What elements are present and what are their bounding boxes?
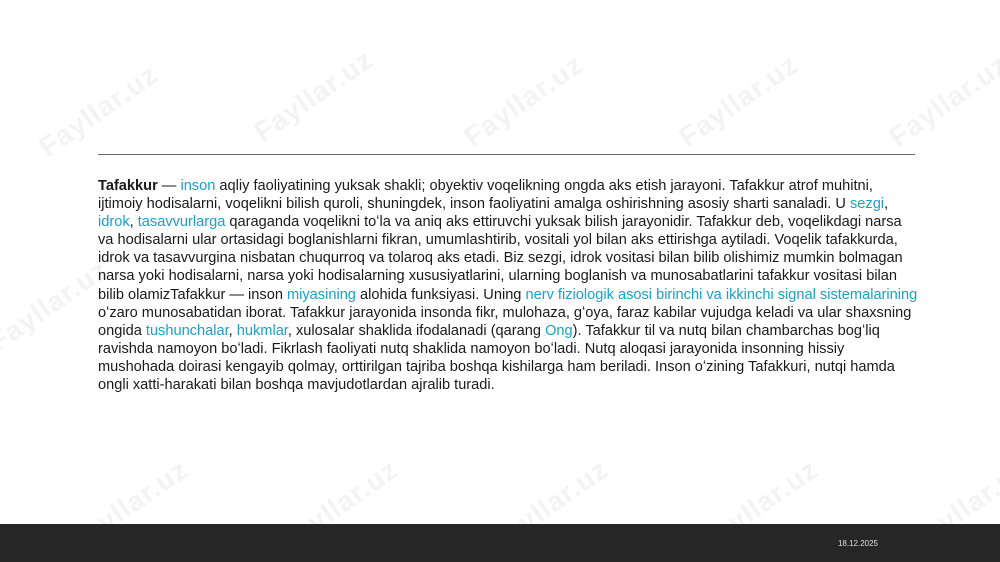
slide-date: 18.12.2025: [837, 539, 878, 548]
link-hukmlar[interactable]: hukmlar: [236, 322, 288, 339]
text-run: alohida funksiyasi. Uning: [355, 286, 526, 303]
link-idrok[interactable]: idrok: [98, 214, 130, 231]
watermark: [33, 58, 164, 163]
text-run: ,: [129, 214, 138, 231]
title-divider: [98, 154, 915, 155]
link-inson[interactable]: inson: [180, 178, 216, 194]
link-miyasining[interactable]: miyasining: [286, 286, 356, 303]
link-tushunchalar[interactable]: tushunchalar: [145, 322, 229, 339]
link-ong[interactable]: Ong: [545, 322, 573, 339]
footer-bar: [0, 524, 1000, 562]
text-run: aqliy faoliyatining yuksak shakli; obyektiv voqelikning ongda aks etish jarayoni. Tafakkur atrof muhitni, ijtimoiy hodisalarni, voqelikni bilish quroli, shuningdek, inson faoliyatini amalga oshirishning asosiy sharti sanaladi. U: [98, 178, 873, 213]
body-text: [98, 177, 920, 394]
watermark: [883, 48, 1000, 153]
text-run: , xulosalar shaklida ifodalanadi (qarang: [287, 322, 546, 339]
paragraph: [98, 177, 920, 394]
watermark: [673, 48, 804, 153]
text-run: ,: [884, 196, 889, 213]
text-run: —: [157, 178, 181, 194]
term-title: Tafakkur: [98, 178, 158, 194]
text-run: ). Tafakkur til va nutq bilan chambarchas bogʻliq ravishda namoyon boʻladi. Fikrlash faoliyati nutq shaklida namoyon boʻladi. Nutq aloqasi jarayonida insonning hissiy mushohada doirasi kengayib qolmay, orttirilgan tajriba boshqa kishilarga ham beriladi. Inson oʻzining Tafakkuri, nutqi hamda ongli xatti-harakati bilan boshqa mavjudotlardan ajralib turadi.: [98, 322, 895, 394]
watermark: [458, 48, 589, 153]
link-tasavvurlarga[interactable]: tasavvurlarga: [137, 214, 226, 231]
text-run: oʻzaro munosabatidan iborat. Tafakkur jarayonida insonda fikr, mulohaza, gʻoya, faraz kabilar vujudga keladi va ular shaxsning ongida: [98, 304, 912, 339]
text-run: ,: [228, 322, 237, 339]
link-nerv-fiziologik[interactable]: nerv fiziologik asosi birinchi va ikkinchi signal sistemalarining: [525, 286, 918, 303]
watermark: [248, 43, 379, 148]
text-run: qaraganda voqelikni toʻla va aniq aks ettiruvchi yuksak bilish jarayonidir. Tafakkur deb, voqelikdagi narsa va hodisalarni ular ortasidagi boglanishlarni fikran, umumlashtirib, vositali yol bilan aks ettirishga aytiladi. Voqelik tafakkurda, idrok va tasavvurgina nisbatan chuqurroq va tolaroq aks etadi. Biz sezgi, idrok vositasi bilan bilib olishimiz mumkin bolmagan narsa yoki hodisalarni, narsa yoki hodisalarning xususiyatlarini, ularning boglanish va munosabatlarini tafakkur vositasi bilan bilib olamizTafakkur — inson: [98, 214, 903, 303]
link-sezgi[interactable]: sezgi: [849, 196, 885, 213]
